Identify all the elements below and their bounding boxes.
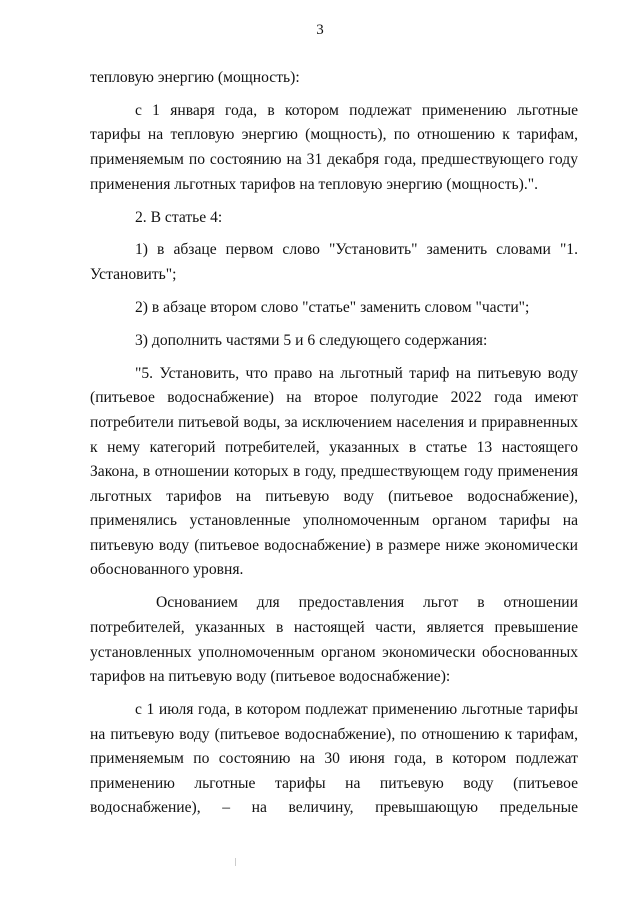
paragraph-9: с 1 июля года, в котором подлежат применению льготные тарифы на питьевую воду (питьевое водоснабжение), по отношению к тарифам, применяемым по состоянию на 30 июня года, в котором подлежат применению льготные тарифы на питьевую воду (питьевое водоснабжение), – на величину, превышающую предельные — [90, 701, 578, 817]
document-body — [90, 66, 578, 829]
paragraph-1: тепловую энергию (мощность): — [90, 69, 300, 86]
paragraph-4: 1) в абзаце первом слово "Установить" заменить словами "1. Установить"; — [90, 241, 578, 284]
paragraph-3: 2. В статье 4: — [135, 208, 223, 226]
paragraph-7: "5. Установить, что право на льготный тариф на питьевую воду (питьевое водоснабжение) на второе полугодие 2022 года имеют потребители питьевой воды, за исключением населения и приравненных к нему категорий потребителей, указанных в статье 13 настоящего Закона, в отношении которых в году, предшествующем году применения льготных тарифов на питьевую воду (питьевое водоснабжение), применялись установленные уполномоченным органом тарифы на питьевую воду (питьевое водоснабжение) в размере ниже экономически обоснованного уровня. — [90, 364, 578, 579]
page-number: 3 — [316, 22, 324, 38]
paragraph-8: Основанием для предоставления льгот в отношении потребителей, указанных в настоящей части, является превышение установленных уполномоченным органом экономически обоснованных тарифов на питьевую воду (питьевое водоснабжение): — [90, 594, 578, 686]
scan-mark — [235, 858, 236, 866]
paragraph-5: 2) в абзаце втором слово "статье" заменить словом "части"; — [135, 298, 530, 316]
paragraph-2: с 1 января года, в котором подлежат применению льготные тарифы на тепловую энергию (мощность), по отношению к тарифам, применяемым по состоянию на 31 декабря года, предшествующего году применения льготных тарифов на тепловую энергию (мощность).". — [90, 101, 578, 193]
paragraph-6: 3) дополнить частями 5 и 6 следующего содержания: — [135, 331, 488, 349]
